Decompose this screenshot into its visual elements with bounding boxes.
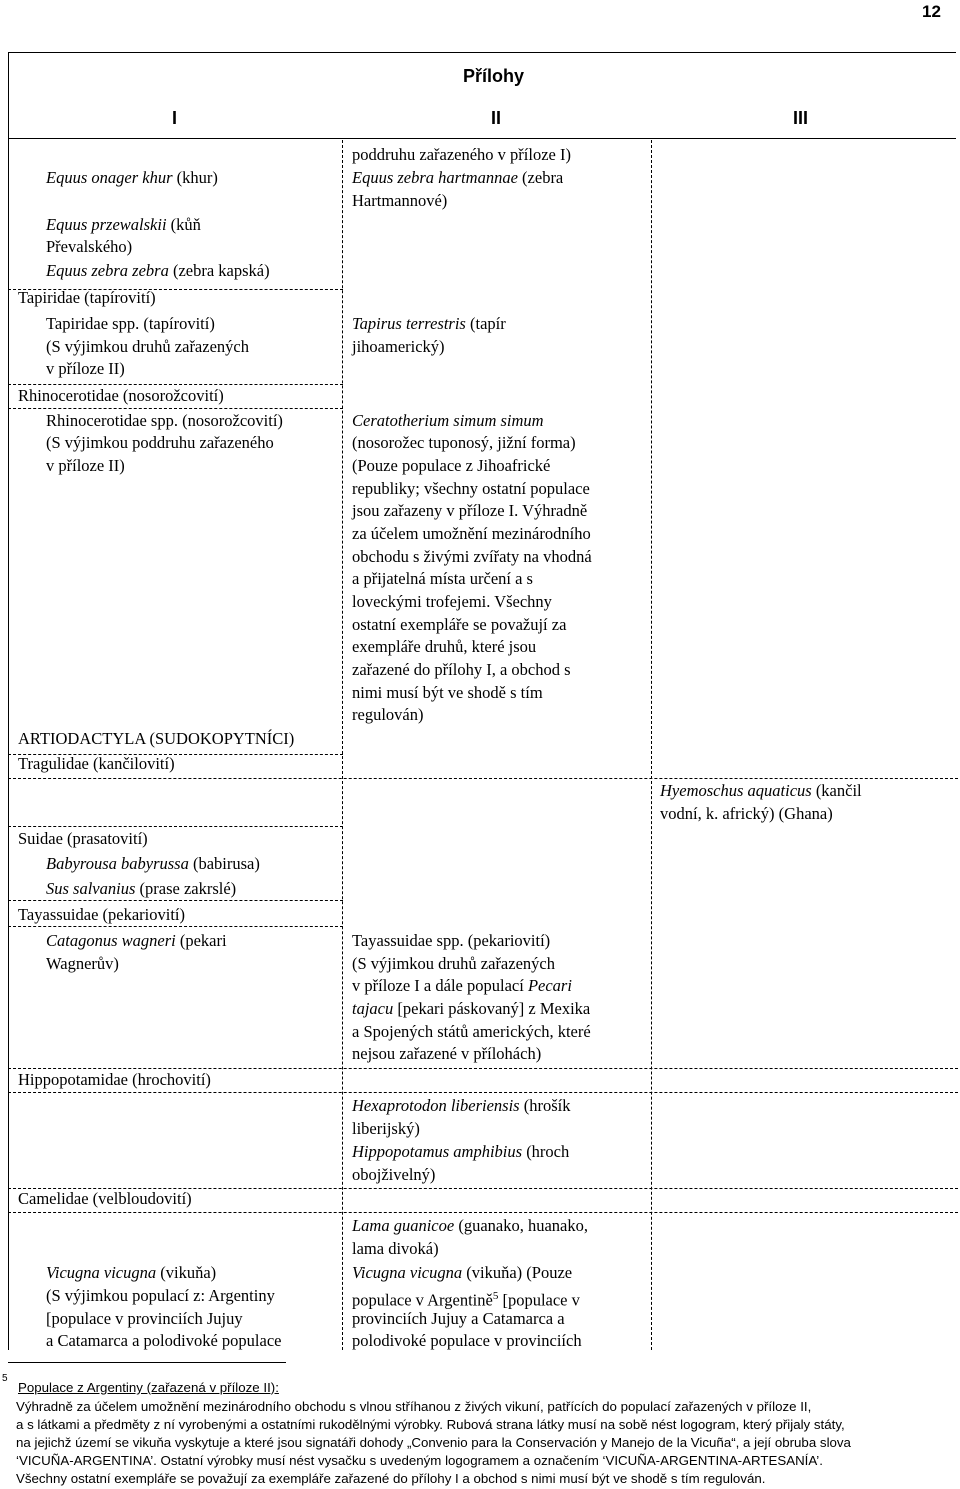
taxon-entry: Vicugna vicugna (vikuňa) — [46, 1263, 217, 1282]
taxon-note: (S výjimkou poddruhu zařazeného — [46, 433, 274, 452]
taxon-entry: Tapirus terrestris (tapír — [352, 314, 506, 333]
taxon-entry: Equus zebra hartmannae (zebra — [352, 168, 564, 187]
family-heading: Hippopotamidae (hrochovití) — [18, 1070, 211, 1089]
taxon-note: nejsou zařazené v přílohách) — [352, 1044, 542, 1063]
column-header-ii: II — [491, 108, 502, 128]
taxon-note: (S výjimkou druhů zařazených — [352, 954, 555, 973]
taxon-note: nimi musí být ve shodě s tím — [352, 683, 543, 702]
taxon-entry: Equus onager khur (khur) — [46, 168, 218, 187]
taxon-entry: Lama guanicoe (guanako, huanako, — [352, 1216, 588, 1235]
taxon-note: loveckými trofejemi. Všechny — [352, 592, 552, 611]
taxon-entry: Tayassuidae spp. (pekariovití) — [352, 931, 551, 950]
taxon-entry: Ceratotherium simum simum — [352, 411, 544, 430]
footnote-text: Výhradně za účelem umožnění mezinárodního obchodu s vlnou stříhanou z živých vikuní, patřících do populací zařazených v příloze II, — [16, 1399, 812, 1414]
taxon-entry: Hyemoschus aquaticus (kančil — [660, 781, 862, 800]
taxon-note: regulován) — [352, 705, 424, 724]
footnote-text: Všechny ostatní exempláře se považují za exempláře zařazené do přílohy I a obchod s nimi musí být ve shodě s tím regulován. — [16, 1471, 766, 1486]
taxon-note: jsou zařazeny v příloze I. Výhradně — [352, 501, 588, 520]
footnote-heading: Populace z Argentiny (zařazená v příloze II): — [18, 1380, 279, 1395]
taxon-note: exempláře druhů, které jsou — [352, 637, 537, 656]
taxon-entry: Babyrousa babyrussa (babirusa) — [46, 854, 260, 873]
taxon-note: jihoamerický) — [352, 337, 445, 356]
row-divider — [8, 778, 958, 779]
taxon-note: lama divoká) — [352, 1239, 439, 1258]
taxon-note: Hartmannové) — [352, 191, 448, 210]
taxon-note: liberijský) — [352, 1119, 420, 1138]
footnote-text: a s látkami a předměty z ní vyrobenými a ostatními rukodělnými výrobky. Rubová strana látky musí na sobě nést logogram, který přijaly státy, — [16, 1417, 845, 1432]
taxon-note: a Catamarca a polodivoké populace — [46, 1331, 282, 1350]
taxon-note: republiky; všechny ostatní populace — [352, 479, 590, 498]
taxon-note: a přijatelná místa určení a s — [352, 569, 533, 588]
taxon-note: v příloze I a dále populací Pecari — [352, 976, 572, 995]
table-left-border — [8, 52, 9, 1350]
taxon-note: za účelem umožnění mezinárodního — [352, 524, 591, 543]
header-divider — [8, 138, 956, 139]
column-divider-2 — [651, 140, 652, 1350]
row-divider — [8, 826, 343, 827]
taxon-entry: Equus przewalskii (kůň — [46, 215, 201, 234]
column-header-i: I — [172, 108, 178, 128]
column-divider-1 — [342, 140, 343, 1350]
taxon-note: (nosorožec tuponosý, jižní forma) — [352, 433, 576, 452]
taxon-entry: Rhinocerotidae spp. (nosorožcovití) — [46, 411, 283, 430]
family-heading: Rhinocerotidae (nosorožcovití) — [18, 386, 224, 405]
footnote-reference[interactable]: 5 — [492, 1290, 499, 1302]
footnote-text: na jejichž území se vikuňa vyskytuje a které jsou signatáři dohody „Convenio para la Conservación y Manejo de la Vicuña“, a její obruba slova — [16, 1435, 851, 1450]
taxon-note: polodivoké populace v provinciích — [352, 1331, 582, 1350]
taxon-note: a Spojených států amerických, které — [352, 1022, 591, 1041]
taxon-note: (S výjimkou druhů zařazených — [46, 337, 249, 356]
family-heading: Tayassuidae (pekariovití) — [18, 905, 185, 924]
taxon-note: (Pouze populace z Jihoafrické — [352, 456, 551, 475]
taxon-entry: Equus zebra zebra (zebra kapská) — [46, 261, 270, 280]
order-heading: ARTIODACTYLA (SUDOKOPYTNÍCI) — [18, 729, 295, 748]
footnote-text: ‘VICUÑA-ARGENTINA’. Ostatní výrobky musí nést vysačku s uvedeným logogramem a označením ‘VICUÑA-ARGENTINA-ARTESANÍA’. — [16, 1453, 823, 1468]
row-divider — [8, 1212, 958, 1213]
column-header-iii: III — [793, 108, 809, 128]
taxon-note: tajacu [pekari páskovaný] z Mexika — [352, 999, 591, 1018]
taxon-note: vodní, k. africký) (Ghana) — [660, 804, 833, 823]
taxon-note: provinciích Jujuy a Catamarca a — [352, 1309, 565, 1328]
table-top-border — [8, 52, 956, 53]
footnote-mark: 5 — [2, 1373, 8, 1384]
family-heading: Camelidae (velbloudovití) — [18, 1189, 192, 1208]
taxon-entry: Hexaprotodon liberiensis (hrošík — [352, 1096, 571, 1115]
page-number: 12 — [922, 2, 941, 21]
taxon-entry: Catagonus wagneri (pekari — [46, 931, 227, 950]
footnote-separator — [8, 1362, 286, 1363]
taxon-entry: Hippopotamus amphibius (hroch — [352, 1142, 570, 1161]
family-heading: Suidae (prasatovití) — [18, 829, 148, 848]
taxon-note: v příloze II) — [46, 359, 125, 378]
taxon-note: Převalského) — [46, 237, 133, 256]
taxon-entry: Vicugna vicugna (vikuňa) (Pouze — [352, 1263, 573, 1282]
taxon-note: ostatní exempláře se považují za — [352, 615, 567, 634]
taxon-note: (S výjimkou populací z: Argentiny — [46, 1286, 275, 1305]
row-divider — [8, 1092, 958, 1093]
taxon-entry: Sus salvanius (prase zakrslé) — [46, 879, 237, 898]
taxon-note: poddruhu zařazeného v příloze I) — [352, 145, 571, 164]
taxon-note: v příloze II) — [46, 456, 125, 475]
taxon-note: [populace v provinciích Jujuy — [46, 1309, 243, 1328]
family-heading: Tapiridae (tapírovití) — [18, 288, 156, 307]
row-divider — [8, 408, 343, 409]
taxon-note: obchodu s živými zvířaty na vhodná — [352, 547, 592, 566]
taxon-note: populace v Argentině$^5$ [populace v — [352, 1290, 580, 1310]
taxon-note: zařazené do přílohy I, a obchod s — [352, 660, 571, 679]
family-heading: Tragulidae (kančilovití) — [18, 754, 175, 773]
taxon-entry: Tapiridae spp. (tapírovití) — [46, 314, 215, 333]
annex-title: Přílohy — [463, 66, 525, 86]
taxon-note: obojživelný) — [352, 1165, 436, 1184]
taxon-note: Wagnerův) — [46, 954, 119, 973]
